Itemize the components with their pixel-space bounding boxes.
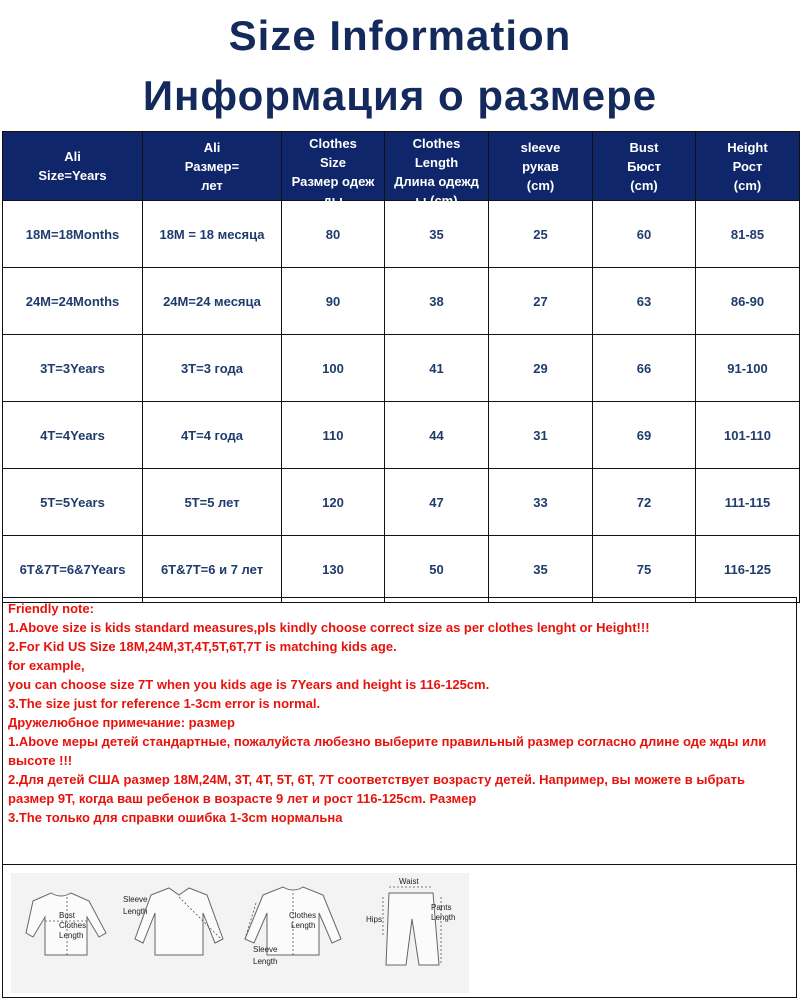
- cell-ali-razmer: 18M = 18 месяца: [143, 201, 282, 268]
- cell-clothes-size: 90: [282, 268, 385, 335]
- cell-height: 81-85: [696, 201, 800, 268]
- header-line: Длина одежд: [394, 174, 479, 189]
- header-line: (cm): [526, 177, 555, 193]
- note-line: Дружелюбное примечание: размер: [8, 715, 235, 730]
- cell-height: 91-100: [696, 335, 800, 402]
- measurement-diagram-area: [2, 865, 797, 998]
- cell-bust: 72: [593, 469, 696, 536]
- cell-sleeve: 35: [489, 536, 593, 603]
- cell-clothes-length: 41: [385, 335, 489, 402]
- note-line: 2.Для детей США размер 18M,24M, 3T, 4T, 5T, 6T, 7T соответствует возрасту детей. Например, вы можете в ыбрать размер 9T, когда ваш ребенок в возрасте 9 лет и рост 116-125cm. Размер: [8, 772, 746, 806]
- cell-bust: 60: [593, 201, 696, 268]
- label-pants: Pants: [431, 903, 452, 912]
- cell-clothes-size: 110: [282, 402, 385, 469]
- header-line: Bust: [629, 139, 659, 155]
- note-line: 3.The size just for reference 1-3cm error is normal.: [8, 696, 321, 711]
- label-bust: Bust: [59, 911, 76, 920]
- cell-clothes-length: 47: [385, 469, 489, 536]
- label-length: Length: [291, 921, 316, 930]
- cell-ali-size: 6T&7T=6&7Years: [3, 536, 143, 603]
- table-row: [3, 335, 800, 402]
- table-row: [3, 201, 800, 268]
- header-line: Рост: [732, 158, 763, 174]
- header-clothes-length: [385, 132, 489, 208]
- note-line: you can choose size 7T when you kids age is 7Years and height is 116-125cm.: [8, 677, 490, 692]
- cell-ali-size: 24M=24Months: [3, 268, 143, 335]
- note-line: Friendly note:: [8, 601, 94, 616]
- label-length: Length: [253, 957, 278, 966]
- cell-clothes-size: 120: [282, 469, 385, 536]
- cell-ali-razmer: 3T=3 года: [143, 335, 282, 402]
- shirt-outline: [135, 888, 223, 955]
- cell-ali-size: 4T=4Years: [3, 402, 143, 469]
- header-line: Length: [414, 155, 459, 170]
- header-line: лет: [201, 177, 223, 193]
- note-line: 2.For Kid US Size 18M,24M,3T,4T,5T,6T,7T is matching kids age.: [8, 639, 397, 654]
- cell-sleeve: 25: [489, 201, 593, 268]
- label-hips: Hips: [366, 915, 383, 924]
- header-line: Размер=: [184, 158, 240, 174]
- header-line: ды: [323, 193, 343, 208]
- header-line: Clothes: [309, 136, 357, 151]
- label-length: Length: [431, 913, 456, 922]
- cell-sleeve: 31: [489, 402, 593, 469]
- cell-clothes-size: 80: [282, 201, 385, 268]
- header-line: (cm): [733, 177, 762, 193]
- label-length: Length: [123, 907, 148, 916]
- header-line: Size=Years: [38, 168, 107, 183]
- cell-sleeve: 29: [489, 335, 593, 402]
- cell-height: 111-115: [696, 469, 800, 536]
- label-clothes: Clothes: [289, 911, 317, 920]
- header-line: Ali: [64, 149, 81, 164]
- cell-sleeve: 27: [489, 268, 593, 335]
- header-line: рукав: [522, 158, 559, 174]
- label-sleeve: Sleeve: [253, 945, 278, 954]
- cell-ali-razmer: 6T&7T=6 и 7 лет: [143, 536, 282, 603]
- cell-ali-razmer: 24M=24 месяца: [143, 268, 282, 335]
- label-waist: Waist: [399, 877, 419, 886]
- header-line: Height: [727, 139, 768, 155]
- header-line: (cm): [630, 177, 658, 193]
- header-line: sleeve: [520, 139, 561, 155]
- cell-clothes-size: 130: [282, 536, 385, 603]
- header-line: Ali: [203, 139, 221, 155]
- cell-clothes-length: 38: [385, 268, 489, 335]
- note-line: 1.Above меры детей стандартные, пожалуйста любезно выберите правильный размер согласно длине оде жды или высоте !!!: [8, 734, 767, 768]
- header-sleeve: [489, 132, 593, 201]
- note-line: 3.The только для справки ошибка 1-3cm нормальна: [8, 810, 343, 825]
- cell-height: 101-110: [696, 402, 800, 469]
- header-ali-razmer: [143, 132, 282, 201]
- note-line: for example,: [8, 658, 85, 673]
- cell-bust: 66: [593, 335, 696, 402]
- cell-ali-razmer: 4T=4 года: [143, 402, 282, 469]
- title-block: [0, 0, 800, 131]
- table-header-row: [3, 132, 800, 201]
- measurement-diagram: [11, 873, 469, 993]
- note-line: 1.Above size is kids standard measures,pls kindly choose correct size as per clothes lenght or Height!!!: [8, 620, 650, 635]
- header-line: ы (cm): [415, 193, 458, 208]
- cell-ali-size: 18M=18Months: [3, 201, 143, 268]
- header-line: Size: [319, 155, 346, 170]
- cell-clothes-size: 100: [282, 335, 385, 402]
- cell-ali-size: 5T=5Years: [3, 469, 143, 536]
- cell-clothes-length: 35: [385, 201, 489, 268]
- cell-bust: 69: [593, 402, 696, 469]
- table-row: [3, 268, 800, 335]
- header-clothes-size: [282, 132, 385, 208]
- cell-ali-size: 3T=3Years: [3, 335, 143, 402]
- table-row: [3, 402, 800, 469]
- label-sleeve: Sleeve: [123, 895, 148, 904]
- cell-clothes-length: 50: [385, 536, 489, 603]
- cell-bust: 75: [593, 536, 696, 603]
- cell-height: 116-125: [696, 536, 800, 603]
- header-ali-size: [3, 132, 143, 201]
- table-row: [3, 536, 800, 603]
- cell-height: 86-90: [696, 268, 800, 335]
- size-table: [2, 131, 800, 603]
- cell-bust: 63: [593, 268, 696, 335]
- label-length: Length: [59, 931, 84, 940]
- header-bust: [593, 132, 696, 201]
- header-line: Clothes: [412, 136, 461, 151]
- cell-ali-razmer: 5T=5 лет: [143, 469, 282, 536]
- header-line: Бюст: [627, 158, 661, 174]
- title-english: Size Information: [228, 12, 572, 59]
- cell-sleeve: 33: [489, 469, 593, 536]
- header-line: Размер одеж: [291, 174, 375, 189]
- table-row: [3, 469, 800, 536]
- cell-clothes-length: 44: [385, 402, 489, 469]
- title-russian: Информация о размере: [142, 72, 658, 119]
- friendly-notes: [2, 597, 797, 865]
- label-clothes: Clothes: [59, 921, 87, 930]
- header-height: [696, 132, 800, 201]
